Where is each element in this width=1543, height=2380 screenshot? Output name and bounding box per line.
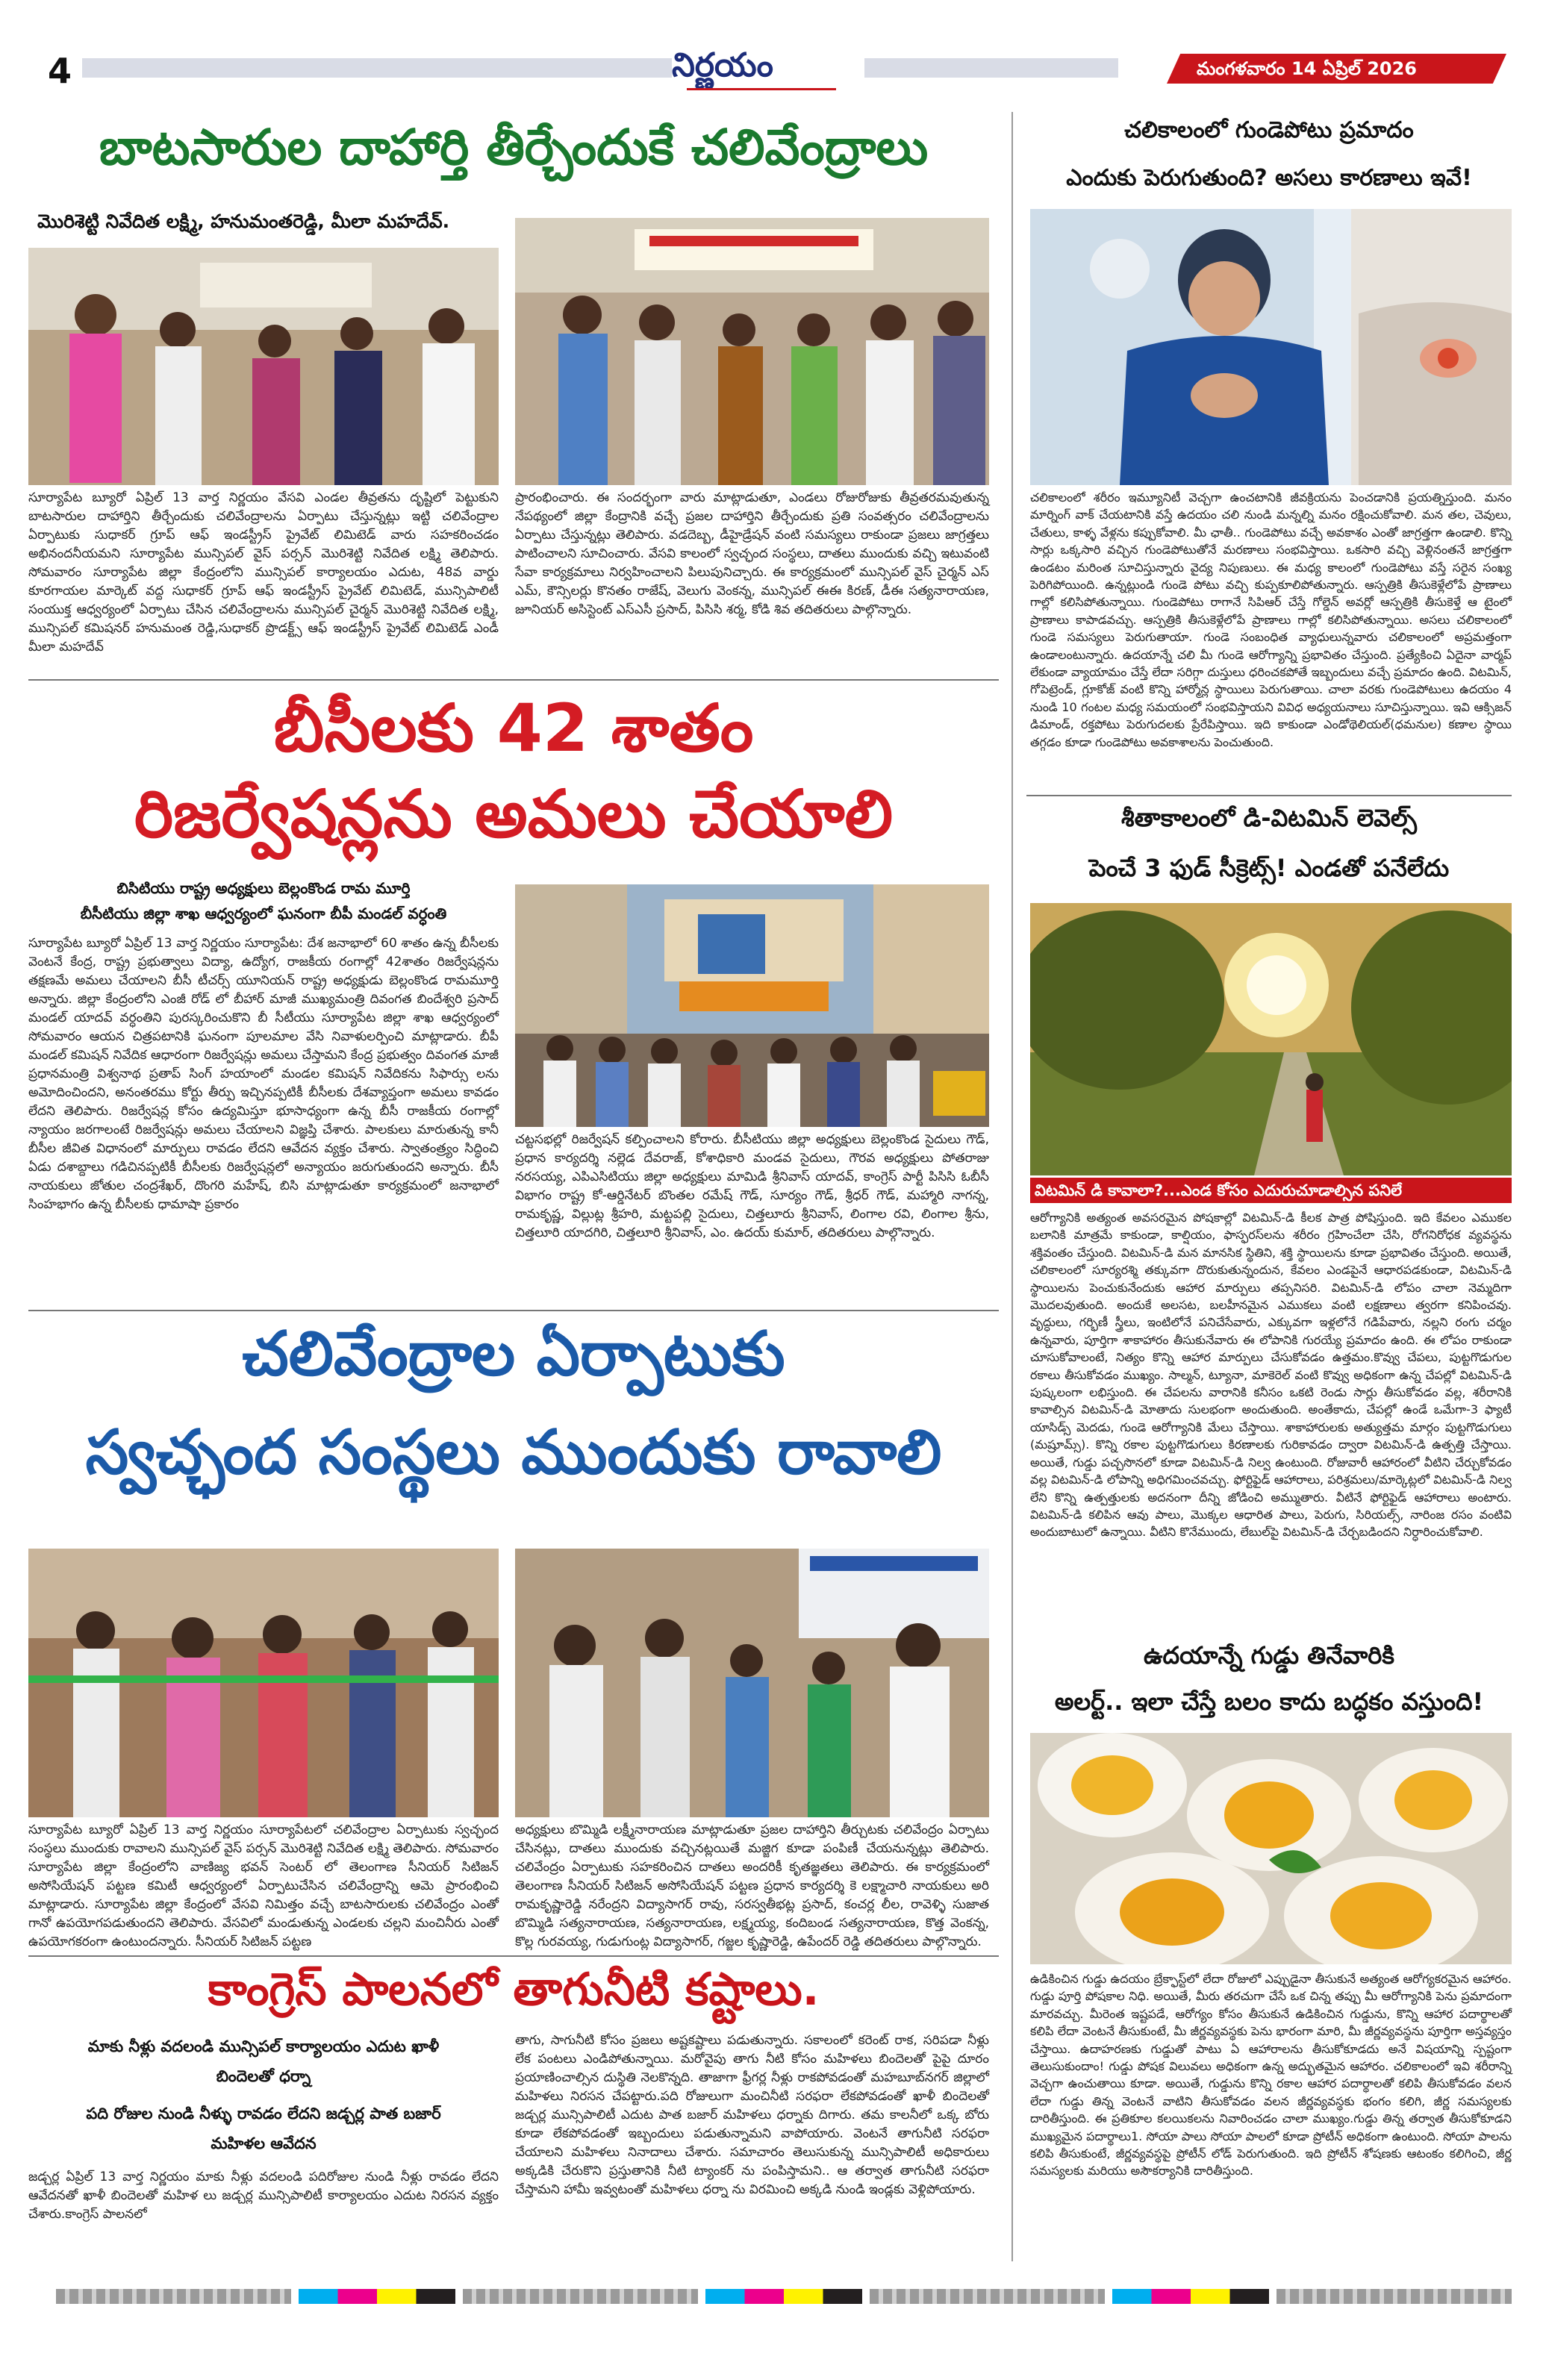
story3-headline-line2: స్వచ్ఛంద సంస్థలు ముందుకు రావాలి <box>85 1417 942 1488</box>
story2-subhead2: బీసీటియు జిల్లా శాఖ ఆధ్వర్యంలో ఘనంగా బీపీ మండల్ వర్ధంతి <box>80 905 447 922</box>
story2-col1: సూర్యాపేట బ్యూరో ఏప్రిల్ 13 వార్త నిర్ణయం సూర్యాపేట: దేశ జనాభాలో 60 శాతం ఉన్న బీసీలకు వెంటనే కేంద్ర, రాష్ట్ర ప్రభుత్వాలు విద్యా, ఉద్యోగ, రాజకీయ రంగాల్లో 42శాతం రిజర్వేషన్లను తక్షణమే అమలు చేయాలని బీసీ టీచర్స్ యూనియన్ రాష్ట్ర అధ్యక్షుడు బెల్లంకొండ రామమూర్తి అన్నారు. జిల్లా కేంద్రంలోని ఎంజీ రోడ్ లో బీహార్ మాజీ ముఖ్యమంత్రి దివంగత బిందేశ్వరి ప్రసాద్ మండల్ యాదవ్ వర్ధంతిని పురస్కరించుకొని బీ సీటీయు సూర్యాపేట జిల్లా శాఖ ఆధ్వర్యంలో సోమవారం ఆయన చిత్రపటానికి ఘనంగా పూలమాల వేసి నివాళులర్పించి మాట్లాడారు. బీపీ మండల్ కమిషన్ నివేదిక ఆధారంగా రిజర్వేషన్లు అమలు చేస్తామని కేంద్ర ప్రభుత్వం దివంగత మాజీ ప్రధానమంత్రి విశ్వనాథ ప్రతాప్ సింగ్ హయాంలో మండల కమిషన్ నివేదికను సిఫార్సు లను అమోదించిందని, అనంతరము కోర్టు తీర్పు ఇచ్చినప్పటికీ బీసీలకు దేశవ్యాప్తంగా అమలు కావడం లేదని తెలిపారు. రిజర్వేషన్ల కోసం ఉద్యమిస్తూ భూసాధ్యంగా ఉన్న బీసీ రాజకీయ రంగాల్లో న్యాయం జరగాలంటే రిజర్వేషన్లు అమలు చేయాలని విజ్ఞప్తి చేశారు. పాలకులు మారుతున్న కానీ బీసీల జీవిత విధానంలో మార్పులు రావడం లేదని ఆవేదన వ్యక్తం చేశారు. స్వాతంత్ర్యం సిద్ధించి ఏడు దశాబ్దాలు గడిచినప్పటికీ బీసీలకు రిజర్వేషన్లలో అన్యాయం జరుగుతుందని అన్నారు. బీసీ నాయకులు జోతుల చంద్రశేఖర్, దొంగరి మహేష్, బిసి మాట్లాడుతూ కార్యక్రమంలో జనాభాలో సింహభాగం ఉన్న బీసీలకు ధామాషా ప్రకారం <box>28 936 499 1212</box>
color-registration-strip <box>56 2289 1512 2304</box>
side2-body: ఆరోగ్యానికి అత్యంత అవసరమైన పోషకాల్లో విటమిన్-డి కీలక పాత్ర పోషిస్తుంది. ఇది కేవలం ఎముకల బలానికి మాత్రమే కాకుండా, కాల్షియం, ఫాస్ఫరస్‌లను శరీరం గ్రహించేలా చేసి, రోగనిరోధక వ్యవస్థను శక్తివంతం చేస్తుంది. విటమిన్-డి మన మానసిక స్థితిని, శక్తి స్థాయిలను కూడా ప్రభావితం చేస్తుంది. అయితే, చలికాలంలో సూర్యరశ్మి తక్కువగా దొరుకుతున్నందున, కేవలం ఎండపైనే ఆధారపడకుండా, విటమిన్-డి స్థాయిలను పెంచుకునేందుకు ఆహార మార్పులు తప్పనిసరి. విటమిన్-డి లోపం చాలా నెమ్మదిగా మొదలవుతుంది. అందుకే అలసట, బలహీనమైన ఎముకలు వంటి లక్షణాలు త్వరగా కనిపించవు. వృద్ధులు, గర్భిణీ స్త్రీలు, ఇంటిలోనే పనిచేసేవారు, ఎక్కువగా ఇళ్లలోనే గడిపేవారు, నల్లని రంగు చర్మం ఉన్నవారు, పూర్తిగా శాకాహారం తీసుకునేవారు ఈ లోపానికి గురయ్యే ప్రమాదం ఉంది. ఈ లోపం రాకుండా చూసుకోవాలంటే, నిత్యం కొన్ని ఆహార మార్పులు చేసుకోవడం ఉత్తమం.కొవ్వు చేపలు, పుట్టగొడుగుల రకాలు తీసుకోవడం ముఖ్యం. సాల్మన్, ట్యూనా, మాకెరెల్ వంటి కొవ్వు అధికంగా ఉన్న చేపల్లో విటమిన్-డి పుష్కలంగా లభిస్తుంది. ఈ చేపలను వారానికి కనీసం ఒకటి రెండు సార్లు తీసుకోవడం వల్ల, శరీరానికి కావాల్సిన విటమిన్-డి మోతాదు సులభంగా అందుతుంది. అంతేకాదు, చేపల్లో ఉండే ఒమేగా-3 ఫ్యాటీ యాసిడ్స్ మెదడు, గుండె ఆరోగ్యానికి మేలు చేస్తాయి. శాకాహారులకు అత్యుత్తమ మార్గం పుట్టగొడుగులు (మష్రూమ్స్). కొన్ని రకాల పుట్టగొడుగులు కిరణాలకు గురికావడం ద్వారా విటమిన్-డి ఉత్పత్తి చేస్తాయి. అయితే, గుడ్డు పచ్చసొనలో కూడా విటమిన్-డి నిల్వ ఉంటుంది. రోజువారీ ఆహారంలో వీటిని చేర్చుకోవడం వల్ల విటమిన్-డి లోపాన్ని అధిగమించవచ్చు. ఫోర్టిఫైడ్ ఆహారాలు, పరిశ్రమలు/మార్కెట్లలో విటమిన్-డి నిల్వ లేని కొన్ని ఉత్పత్తులకు అదనంగా దీన్ని జోడించి అమ్ముతారు. వీటినే ఫోర్టిఫైడ్ ఆహారాలు అంటారు. విటమిన్-డి కలిపిన ఆవు పాలు, మొక్కల ఆధారిత పాలు, పెరుగు, సిరియల్స్, నారింజ రసం వంటివి అందుబాటులో ఉన్నాయి. వీటిని కొనేముందు, లేబుల్‌పై విటమిన్-డి చేర్చబడిందని నిర్ధారించుకోవాలి. <box>1030 1211 1512 1540</box>
story1-col1: సూర్యాపేట బ్యూరో ఏప్రిల్ 13 వార్త నిర్ణయం వేసవి ఎండల తీవ్రతను దృష్టిలో పెట్టుకుని బాటసారుల దాహార్తిని తీర్చేందుకు చలివేంద్రాలను ఏర్పాటు చేస్తున్నట్లు ఇట్టి చలివేంద్రాల ఏర్పాటుకు సుధాకర్ గ్రూప్ ఆఫ్ ఇండస్ట్రీస్ ప్రైవేట్ లిమిటెడ్ వారు సహకరించడం అభినందనీయమని సూర్యాపేట మున్సిపల్ వైస్ పర్సన్ మొరిశెట్టి నివేదిత లక్ష్మి తెలిపారు. సోమవారం సూర్యాపేట జిల్లా కేంద్రంలోని మున్సిపల్ కార్యాలయం ఎదుట, 48వ వార్డు కూరగాయల మార్కెట్ వద్ద సుధాకర్ గ్రూప్ ఆఫ్ ఇండస్ట్రీస్ ప్రైవేట్ లిమిటెడ్, మున్సిపాలిటీ సంయుక్త ఆధ్వర్యంలో ఏర్పాటు చేసిన చలివేంద్రాలను మున్సిపల్ చైర్మన్ మొరిశెట్టి నివేదిత లక్ష్మి, మున్సిపల్ కమిషనర్ హనుమంత రెడ్డి,సుధాకర్ ప్రొడక్ట్స్ ఆఫ్ ఇండస్ట్రీస్ ప్రైవేట్ లిమిటెడ్ ఎండీ మీలా మహదేవ్ <box>28 490 499 655</box>
side1-headline-line1: చలికాలంలో గుండెపోటు ప్రమాదం <box>1124 117 1414 143</box>
story3-photo-right <box>515 1549 989 1817</box>
page-number: 4 <box>48 51 72 91</box>
side2-photo <box>1030 903 1512 1175</box>
story4-headline: కాంగ్రెస్ పాలనలో తాగునీటి కష్టాలు. <box>208 1964 820 2016</box>
story2-col2: చట్టసభల్లో రిజర్వేషన్ కల్పించాలని కోరారు. బీసీటియు జిల్లా అధ్యక్షులు బెల్లంకొండ సైదులు గౌడ్, ప్రధాన కార్యదర్శి నల్లెడ దేవరాజ్, కోశాధికారి మండవ సైదులు, గౌరవ అధ్యక్షులు పోతరాజు నరసయ్య, ఎపిఎసిటియు జిల్లా అధ్యక్షులు మామిడి శ్రీనివాస్ యాదవ్, కాంగ్రెస్ పార్టీ పిసిసి ఓబీసీ విభాగం రాష్ట్ర కో-ఆర్డినేటర్ బొంతల రమేష్ గౌడ్, సూర్యం గౌడ్, శ్రీధర్ గౌడ్, మహ్మారి నాగన్న, రామకృష్ణ, విల్లుట్ల శ్రీహరి, మట్టపల్లి సైదులు, చిత్తలూరు శ్రీనివాస్, లింగాల రవి, లింగాల శ్రీను, చిత్తలూరి యాదగిరి, చిత్తలూరి శ్రీనివాస్, ఎం. ఉదయ్ కుమార్, తదితరులు పాల్గొన్నారు. <box>515 1132 989 1240</box>
column-divider <box>1011 112 1013 2261</box>
side3-headline-line2: అలర్ట్.. ఇలా చేస్తే బలం కాదు బద్ధకం వస్తుంది! <box>1054 1687 1484 1716</box>
story4-subhead4: మహిళల ఆవేదన <box>211 2134 317 2152</box>
story4-col1: జడ్చర్ల ఏప్రిల్ 13 వార్త నిర్ణయం మాకు నీళ్లు వదలండి పదిరోజుల నుండి నీళ్లు రావడం లేదని ఆవేదనతో ఖాళీ బిందెలతో మహిళ లు జడ్చర్ల మున్సిపాలిటీ కార్యాలయం ఎదుట నిరసన వ్యక్తం చేశారు.కాంగ్రెస్ పాలనలో <box>28 2170 499 2222</box>
story4-subhead1: మాకు నీళ్లు వదలండి మున్సిపల్ కార్యాలయం ఎదుట ఖాళీ <box>87 2037 440 2055</box>
story3-col1: సూర్యాపేట బ్యూరో ఏప్రిల్ 13 వార్త నిర్ణయం సూర్యాపేటలో చలివేంద్రాల ఏర్పాటుకు స్వచ్ఛంద సంస్థలు ముందుకు రావాలని మున్సిపల్ వైస్ పర్సన్ మొరిశెట్టి నివేదిత లక్ష్మి తెలిపారు. సోమవారం సూర్యాపేట జిల్లా కేంద్రంలోని వాణిజ్య భవన్ సెంటర్ లో తెలంగాణ సీనియర్ సిటిజన్ అసోసియేషన్ పట్టణ కమిటీ ఆధ్వర్యంలో ఏర్పాటుచేసిన చలివేంద్రాన్ని ఆమె ప్రారంభించి మాట్లాడారు. సూర్యాపేట జిల్లా కేంద్రంలో వేసవి నిమిత్తం వచ్చే బాటసారులకు చలివేంద్రం ఎంతో గానో ఉపయోగపడుతుందని తెలిపారు. వేసవిలో మండుతున్న ఎండలకు చల్లని మంచినీరు ఎంతో ఉపయోగకరంగా ఉంటుందన్నారు. సీనియర్ సిటిజన్ పట్టణ <box>28 1823 499 1949</box>
story1-headline: బాటసారుల దాహార్తి తీర్చేందుకే చలివేంద్రాలు <box>99 119 929 176</box>
side3-body: ఉడికించిన గుడ్డు ఉదయం బ్రేక్ఫాస్ట్‌లో లేదా రోజులో ఎప్పుడైనా తీసుకునే అత్యంత ఆరోగ్యకరమైన ఆహారం. గుడ్డు పూర్తి పోషకాల నిధి. అయితే, మీరు తరచుగా చేసే ఒక చిన్న తప్పు మీ ఆరోగ్యానికి పెను ప్రమాదంగా మారవచ్చు. మీరెంత ఇష్టపడే, ఆరోగ్యం కోసం తీసుకునే ఉడికించిన గుడ్డును, కొన్ని ఆహార పదార్థాలతో కలిపి లేదా వెంటనే తీసుకుంటే, మీ జీర్ణవ్యవస్థకు పెను భారంగా మారి, మీ జీర్ణవ్యవస్థను పూర్తిగా అస్తవ్యస్తం చేస్తాయి. ఉదాహరణకు గుడ్డుతో పాటు ఏ ఆహారాలను తీసుకోకూడదు అనే విషయాన్ని స్పష్టంగా తెలుసుకుందాం! గుడ్డు పోషక విలువలు అధికంగా ఉన్న అద్భుతమైన ఆహారం. చలికాలంలో ఇవి శరీరాన్ని వెచ్చగా ఉంచుతాయి కూడా. అయితే, గుడ్డును కొన్ని రకాల ఆహార పదార్థాలతో కలిపి తీసుకోవడం వలన లేదా గుడ్డు తిన్న వెంటనే వాటిని తీసుకోవడం వలన జీర్ణవ్యవస్థకు భంగం కలిగి, జీర్ణ సమస్యలకు దారితీస్తుంది. ఈ ప్రతికూల కలయికలను నివారించడం చాలా ముఖ్యం.గుడ్డు తిన్న తర్వాత తీసుకోకూడని ముఖ్యమైన పదార్థాలు1. సోయా పాలు సోయా పాలలో కూడా ప్రోటీన్ అధికంగా ఉంటుంది. సోయా పాలను కలిపి తీసుకుంటే, జీర్ణవ్యవస్థపై ప్రోటీన్ లోడ్ పెరుగుతుంది. ఇది ప్రోటీన్ శోషణకు ఆటంకం కలిగించి, జీర్ణ సమస్యలకు మరియు అసౌకర్యానికి దారితీస్తుంది. <box>1030 1972 1512 2178</box>
date-text: మంగళవారం 14 ఏప్రిల్ 2026 <box>1197 58 1417 79</box>
story4-subhead3: పది రోజుల నుండి నీళ్ళు రావడం లేదని జడ్చర్ల పాత బజార్ <box>86 2105 441 2123</box>
story2-photo <box>515 884 989 1127</box>
side2-headline-line2: పెంచే 3 ఫుడ్ సీక్రెట్స్! ఎండతో పనేలేదు <box>1088 854 1450 882</box>
story1-col2: ప్రారంభించారు. ఈ సందర్భంగా వారు మాట్లాడుతూ, ఎండలు రోజురోజుకు తీవ్రతరమవుతున్న నేపథ్యంలో జిల్లా కేంద్రానికి వచ్చే ప్రజల దాహార్తిని తీర్చేందుకు ప్రతి సంవత్సరం చలివేంద్రాలను ఏర్పాటు చేస్తున్నట్లు తెలిపారు. వడదెబ్బ, డీహైడ్రేషన్ వంటి సమస్యలు రాకుండా ప్రజలు జాగ్రత్తలు పాటించాలని సూచించారు. వేసవి కాలంలో స్వచ్ఛంద సంస్థలు, దాతలు ముందుకు వచ్చి ఇటువంటి సేవా కార్యక్రమాలు నిర్వహించాలని పిలుపునిచ్చారు. ఈ కార్యక్రమంలో మున్సిపల్ వైస్ చైర్మన్ ఎస్ ఎమ్, కౌన్సిలర్లు కొనతం రాజేష్, వెలుగు వెంకన్న, మున్సిపల్ ఈఈ కిరణ్, డీఈ సత్యనారాయణ, జూనియర్ అసిస్టెంట్ ఎస్ఎసీ ప్రసాద్, పిసిసి శర్మ, కోడి శివ తదితరులు పాల్గొన్నారు. <box>515 490 989 617</box>
story1-photo-left <box>28 248 499 485</box>
side1-headline-line2: ఎందుకు పెరుగుతుంది? అసలు కారణాలు ఇవే! <box>1066 165 1472 191</box>
logo <box>672 46 851 93</box>
side3-headline-line1: ఉదయాన్నే గుడ్డు తినేవారికి <box>1144 1641 1394 1670</box>
story3-photo-left <box>28 1549 499 1817</box>
side1-body: చలికాలంలో శరీరం ఇమ్యూనిటీ వెచ్చగా ఉంచటానికి జీవక్రియను పెంచడానికి ప్రయత్నిస్తుంది. మనం మార్నింగ్ వాక్ చేయటానికి వస్తే ఉదయం చలి నుండి మన్నల్ని మనం రక్షించుకోవాలి. మన తల, చెవులు, చేతులు, కాళ్ళ వేళ్లను కప్పుకోవాలి. మీ ఛాతీ.. గుండెపోటు వచ్చే అవకాశం ఎంతో జాగ్రత్తగా ఉండాలి. కొన్ని సార్లు ఒక్కసారి వచ్చిన గుండెపోటుతోనే మరణాలు సంభవిస్తాయి. ఒకసారి వచ్చి వెళ్లినంతనే జాగ్రత్తగా ఉండటం మరింత సూచిస్తున్నారు వైద్య నిపుణులు. ఈ మధ్య కాలంలో గుండెపోటు వస్తే సరైన సంఖ్య పెరిగిపోయింది. ఉన్నట్లుండి గుండె పోటు వచ్చి కుప్పకూలిపోతున్నారు. ఆస్పత్రికి తీసుకెళ్లేలోపే ప్రాణాలు గాల్లో కలిసిపోతున్నాయి. గుండెపోటు రాగానే సిపిఆర్ చేస్తే గోల్డెన్ అవర్లో ఆస్పత్రికి తీసుకెళ్తే ఆ టైంలో ప్రాణాలు కాపాడవచ్చు. ఆస్పత్రికి తీసుకెళ్లేలోపే ప్రాణాలు గాల్లో కలిసిపోతున్నాయి. అసలు చలికాలంలో గుండె సమస్యలు పెరుగుతాయా. గుండె సంబంధిత వ్యాధులున్నవారు చలికాలంలో అప్రమత్తంగా ఉండాలంటున్నారు. ఉదయాన్నే చలి మీ గుండె ఆరోగ్యాన్ని ప్రభావితం చేస్తుంది. ప్రత్యేకించి ఏదైనా వార్మప్ లేకుండా వ్యాయామం చేస్తే లేదా సరిగ్గా దుస్తులు ధరించకపోతే ఇబ్బందులు వచ్చే ప్రమాదం ఉంది. విటమిన్, గోపెట్రెండ్, గ్లూకోజ్ వంటి కొన్ని హార్మోన్ల స్థాయిలు పెరుగుతాయి. చాలా వరకు గుండెపోటులు ఉదయం 4 నుండి 10 గంటల మధ్య సమయంలో సంభవిస్తాయని వివిధ అధ్యయనాలు సూచిస్తున్నాయి. ఇవి ఆక్సిజన్ డిమాండ్, రక్తపోటు పెరుగుదలకు ప్రేరేపిస్తాయి. ఇది కాకుండా ఎండోథెలియల్(ధమనుల) కణాల స్థాయి తగ్గడం కూడా గుండెపోటు అవకాశాలను పెంచుతుంది. <box>1030 490 1512 749</box>
masthead-bar-left <box>82 58 672 78</box>
story2-headline-line1: బీసీలకు 42 శాతం <box>273 690 754 766</box>
story4-subhead2: బిందెలతో ధర్నా <box>216 2067 311 2085</box>
side2-headline-line1: శీతాకాలంలో డి-విటమిన్ లెవెల్స్ <box>1121 804 1417 832</box>
divider-3 <box>28 1955 999 1957</box>
logo-text: నిర్ణయం <box>672 46 773 84</box>
logo-underline <box>687 88 836 90</box>
side2-image-caption: విటమిన్ డి కావాలా?...ఎండ కోసం ఎదురుచూడాల్సిన పనిలే <box>1030 1178 1512 1203</box>
story2-headline-line2: రిజర్వేషన్లను అమలు చేయాలి <box>134 775 894 852</box>
story3-headline-line1: చలివేంద్రాల ఏర్పాటుకు <box>242 1319 785 1390</box>
masthead <box>28 46 1514 99</box>
side1-photo <box>1030 209 1512 485</box>
side-divider-1 <box>1026 795 1512 796</box>
story4-col2: తాగు, సాగునీటి కోసం ప్రజలు అష్టకష్టాలు పడుతున్నారు. సకాలంలో కరెంట్ రాక, సరిపడా నీళ్లు లేక పంటలు ఎండిపోతున్నాయి. మరోవైపు తాగు నీటి కోసం మహిళలు బిందెలతో పైపై దూరం ప్రయాణించాల్సిన దుస్థితి నెలకొన్నది. తాజాగా ఫ్రీగర్ల నీళ్లు రాకపోవడంతో మహబూబ్‌నగర్ జిల్లాలో మహిళలు నిరసన చేపట్టారు.పది రోజులుగా మంచినీటి సరఫరా లేకపోవడంతో ఖాళీ బిందెలతో జడ్చర్ల మున్సిపాలిటీ ఎదుట పాత బజార్ మహిళలు ధర్నాకు దిగారు. తమ కాలనీలో ఒక్క బోరు కూడా లేకపోవడంతో ఇబ్బందులు పడుతున్నామని వాపోయారు. వెంటనే తాగునీటి సరఫరా చేయాలని మహిళలు నినాదాలు చేశారు. సమాచారం తెలుసుకున్న మున్సిపాలిటీ అధికారులు అక్కడికి చేరుకొని ప్రస్తుతానికి నీటి ట్యాంకర్ ను పంపిస్తామని.. ఆ తర్వాత తాగునీటి సరఫరా చేస్తామని హామీ ఇవ్వటంతో మహిళలు ధర్నా ను విరమించి అక్కడి నుండి ఇండ్లకు వెళ్లిపోయారు. <box>515 2033 989 2197</box>
story1-photo-right <box>515 218 989 485</box>
masthead-bar-right <box>864 58 1118 78</box>
divider-1 <box>28 679 999 681</box>
story2-subhead1: బిసిటియు రాష్ట్ర అధ్యక్షులు బెల్లంకొండ రామ మూర్తి <box>116 879 411 897</box>
story3-col2: అధ్యక్షులు బొమ్మిడి లక్ష్మీనారాయణ మాట్లాడుతూ ప్రజల దాహార్తిని తీర్చుటకు చలివేంద్రం ఏర్పాటు చేసినట్లు, దాతలు ముందుకు వచ్చినట్లయితే మజ్జిగ కూడా పంపిణీ చేయనున్నట్లు తెలిపారు. చలివేంద్రం ఏర్పాటుకు సహకరించిన దాతలు అందరికీ కృతజ్ఞతలు తెలిపారు. ఈ కార్యక్రమంలో తెలంగాణ సీనియర్ సిటిజన్ అసోసియేషన్ పట్టణ ప్రధాన కార్యదర్శి కె లక్ష్మాచారి నాయకులు అరి రామకృష్ణారెడ్డి నరేంద్రని విద్యాసాగర్ రావు, సరస్వతీభట్ల ప్రసాద్, కంచర్ల లీల, రావెళ్ళి సుజాత బొమ్మిడి సత్యనారాయణ, సత్యనారాయణ, లక్ష్మయ్య, కందిబండ సత్యనారాయణ, కొత్త వెంకన్న, కొల్ల గురవయ్య, గుడుగుంట్ల విద్యాసాగర్, గజ్జల కృష్ణారెడ్డి, ఉపేందర్ రెడ్డి తదితరులు పాల్గొన్నారు. <box>515 1823 989 1949</box>
story1-byline: మొరిశెట్టి నివేదిత లక్ష్మి, హనుమంతరెడ్డి, మీలా మహదేవ్. <box>37 210 450 232</box>
divider-2 <box>28 1310 999 1311</box>
side3-photo <box>1030 1733 1512 1964</box>
